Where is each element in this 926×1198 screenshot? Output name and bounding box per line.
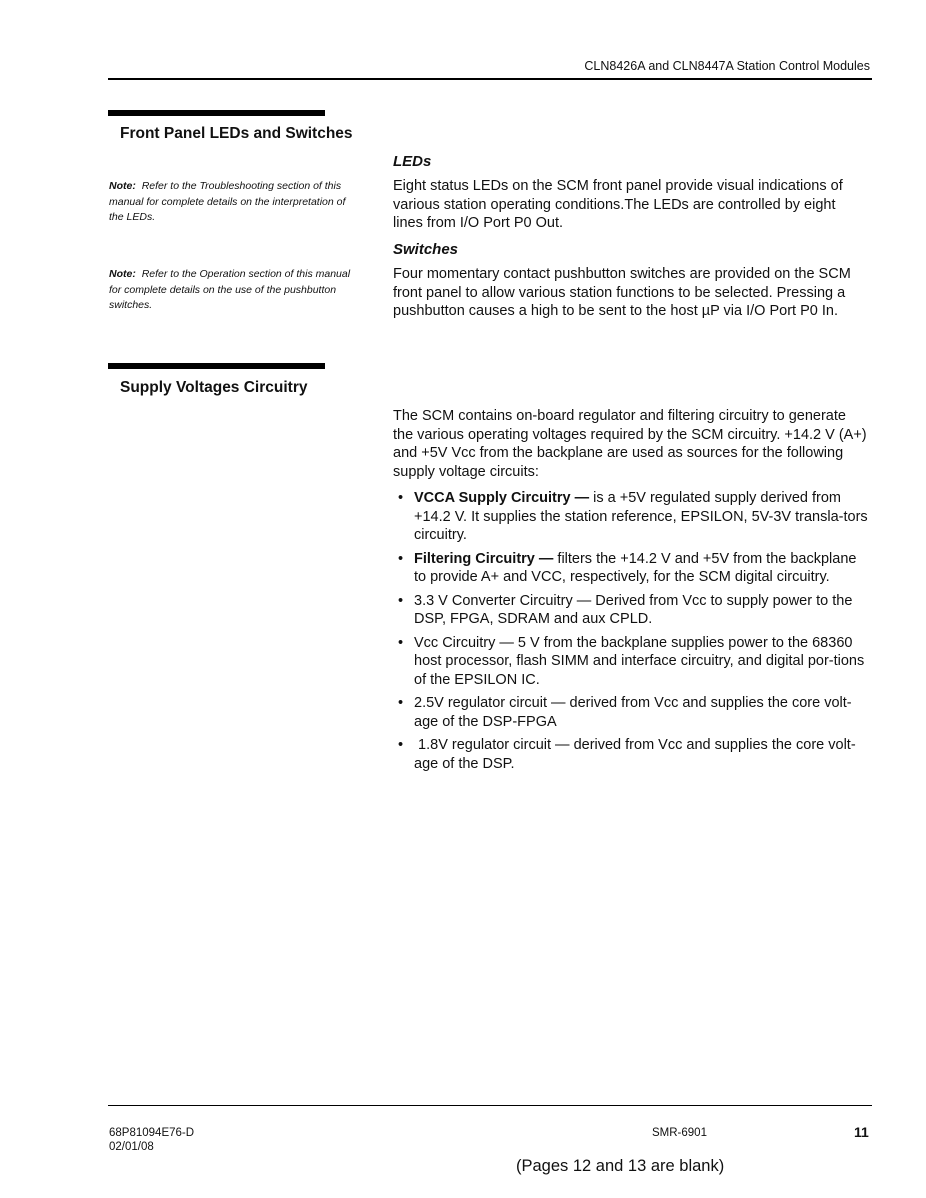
list-item — [393, 489, 872, 545]
note-text: Refer to the Troubleshooting section of this manual for complete details on the interpretation of the LEDs. — [109, 180, 346, 223]
list-item-term: VCCA Supply Circuitry — — [414, 490, 590, 506]
note-label: Note: — [109, 180, 136, 192]
footer-center-code: SMR-6901 — [652, 1127, 707, 1139]
bullet-icon: • — [398, 695, 404, 711]
list-item — [393, 634, 872, 690]
list-item-text: filters the +14.2 V and +5V from the backplane to provide A+ and VCC, respectively, for the SCM digital circuitry. — [414, 550, 857, 585]
footer-doc-number: 68P81094E76-D — [109, 1127, 195, 1139]
note-leds — [109, 179, 361, 226]
bullet-icon: • — [398, 550, 404, 567]
list-item-text: 2.5V regulator circuit — derived from Vcc and supplies the core volt-age of the DSP-FPGA — [414, 695, 852, 730]
section-bar — [108, 110, 325, 116]
bullet-icon: • — [398, 592, 404, 609]
footer-rule — [108, 1105, 872, 1106]
section-title: Front Panel LEDs and Switches — [120, 125, 353, 142]
section-title: Supply Voltages Circuitry — [120, 379, 308, 396]
note-label: Note: — [109, 268, 136, 280]
bullet-icon: • — [398, 737, 404, 753]
note-text: Refer to the Operation section of this manual for complete details on the use of the pushbutton switches. — [109, 268, 351, 311]
subsection-heading-switches: Switches — [393, 241, 459, 258]
section-bar — [108, 363, 325, 369]
supply-intro-paragraph: The SCM contains on-board regulator and filtering circuitry to generate the various operating voltages required by the SCM circuitry. +14.2 V (A+) and +5V Vcc from the backplane are used as sources for the following supply voltage circuits: — [393, 408, 867, 480]
list-item-text: 1.8V regulator circuit — derived from Vcc and supplies the core volt-age of the DSP. — [414, 737, 856, 772]
list-item — [393, 592, 872, 629]
supply-circuit-list — [393, 489, 872, 778]
list-item — [393, 736, 872, 773]
note-switches — [109, 267, 361, 314]
list-item-text: 3.3 V Converter Circuitry — Derived from Vcc to supply power to the DSP, FPGA, SDRAM and aux CPLD. — [414, 592, 853, 627]
leds-paragraph: Eight status LEDs on the SCM front panel provide visual indications of various station operating conditions.The LEDs are controlled by eight lines from I/O Port P0 Out. — [393, 178, 843, 231]
switches-paragraph: Four momentary contact pushbutton switches are provided on the SCM front panel to allow various station functions to be selected. Pressing a pushbutton causes a high to be sent to the host µP via I/O Port P0 In. — [393, 266, 851, 319]
list-item-term: Filtering Circuitry — — [414, 550, 554, 567]
list-item-text: is a +5V regulated supply derived from +14.2 V. It supplies the station reference, EPSILON, 5V-3V transla-tors circuitry. — [414, 490, 868, 543]
bullet-icon: • — [398, 634, 404, 651]
running-header: CLN8426A and CLN8447A Station Control Modules — [584, 59, 870, 73]
list-item — [393, 550, 872, 587]
footer-date: 02/01/08 — [109, 1141, 154, 1153]
bullet-icon: • — [398, 490, 404, 506]
subsection-heading-leds: LEDs — [393, 153, 432, 170]
list-item-text: Vcc Circuitry — 5 V from the backplane supplies power to the 68360 host processor, flash SIMM and interface circuitry, and digital por-tions of the EPSILON IC. — [414, 634, 865, 688]
blank-pages-note: (Pages 12 and 13 are blank) — [516, 1157, 725, 1175]
list-item — [393, 694, 872, 731]
header-rule — [108, 78, 872, 80]
page-number: 11 — [854, 1124, 869, 1140]
